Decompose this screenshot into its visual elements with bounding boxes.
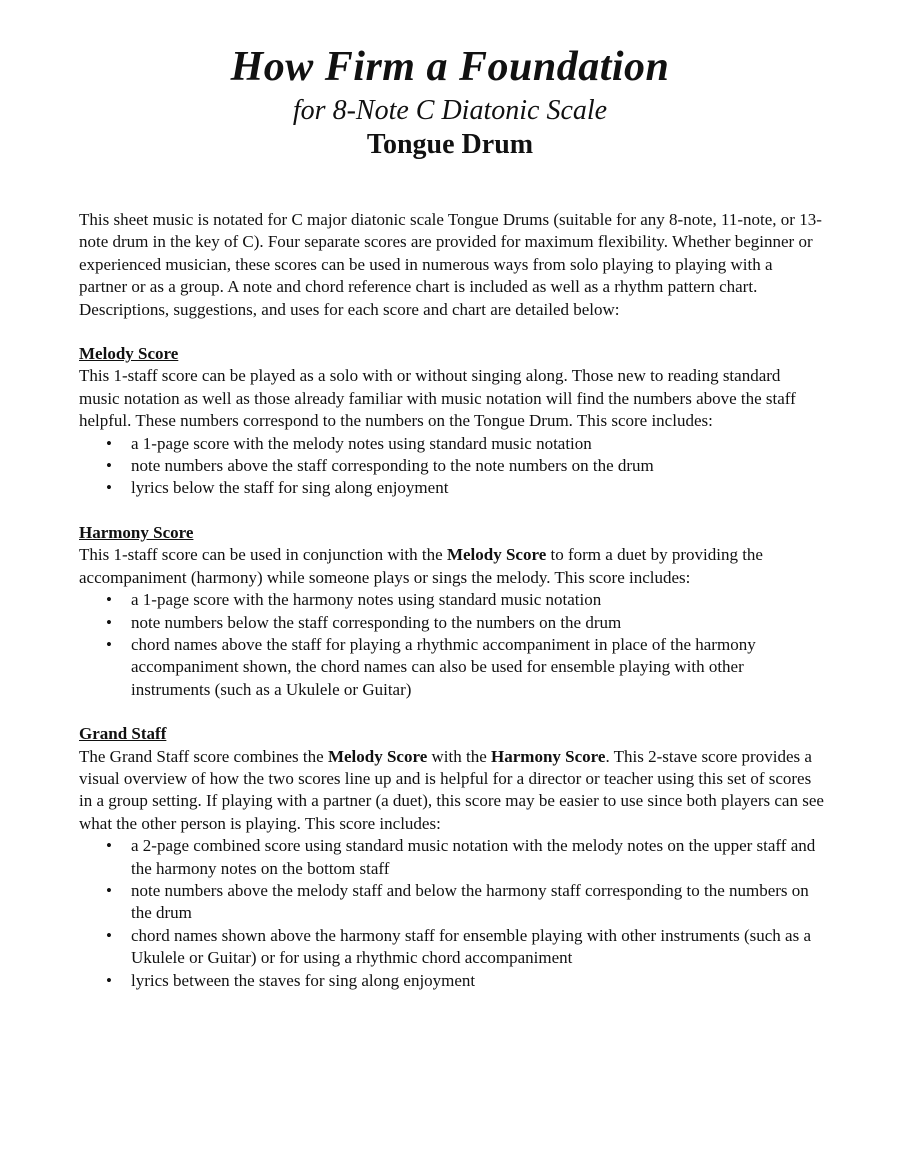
grand-staff-section — [79, 723, 824, 992]
list-item: • lyrics below the staff for sing along enjoyment — [79, 477, 824, 499]
list-item: • lyrics between the staves for sing along enjoyment — [79, 970, 824, 992]
list-item: • a 1-page score with the melody notes using standard music notation — [79, 433, 824, 455]
list-item: • chord names above the staff for playing a rhythmic accompaniment in place of the harmony accompaniment shown, the chord names can also be used for ensemble playing with other instruments (such as a Ukulele or Guitar) — [106, 634, 756, 699]
bullet-icon: • — [106, 925, 112, 945]
list-item: • a 1-page score with the harmony notes using standard music notation — [79, 589, 824, 611]
bullet-icon: • — [106, 612, 112, 632]
melody-score-section — [79, 343, 824, 500]
instrument-name: Tongue Drum — [366, 129, 534, 160]
list-item: • chord names shown above the harmony staff for ensemble playing with other instruments (such as a Ukulele or Guitar) or for using a rhythmic chord accompaniment — [106, 925, 811, 968]
harmony-score-heading: Harmony Score — [79, 522, 194, 542]
page-title: How Firm a Foundation — [230, 44, 670, 90]
melody-score-list — [79, 433, 824, 500]
grand-staff-heading: Grand Staff — [79, 724, 167, 744]
list-item: • note numbers below the staff corresponding to the numbers on the drum — [79, 612, 824, 634]
document-body — [79, 209, 824, 992]
bullet-icon: • — [106, 433, 112, 453]
grand-staff-description: The Grand Staff score combines the Melody Score with the Harmony Score. This 2-stave score provides a visual overview of how the two scores line up and is helpful for a director or teacher using this set of scores in a group setting. If playing with a partner (a duet), this score may be easier to use since both players can see what the other person is playing. This score includes: — [79, 746, 824, 833]
list-item: • note numbers above the staff corresponding to the note numbers on the drum — [79, 455, 824, 477]
page-subtitle: for 8-Note C Diatonic Scale — [292, 95, 608, 126]
bullet-icon: • — [106, 970, 112, 990]
harmony-score-section — [79, 522, 824, 701]
bullet-icon: • — [106, 836, 112, 856]
bullet-icon: • — [106, 590, 112, 610]
bullet-icon: • — [106, 634, 112, 654]
bullet-icon: • — [106, 478, 112, 498]
bullet-icon: • — [106, 880, 112, 900]
list-item: • a 2-page combined score using standard music notation with the melody notes on the upper staff and the harmony notes on the bottom staff — [106, 836, 816, 878]
harmony-score-list — [79, 589, 824, 701]
harmony-score-description: This 1-staff score can be used in conjunction with the Melody Score to form a duet by providing the accompaniment (harmony) while someone plays or sings the melody. This score includes: — [79, 545, 763, 587]
intro-paragraph: This sheet music is notated for C major diatonic scale Tongue Drums (suitable for any 8-note, 11-note, or 13-note drum in the key of C). Four separate scores are provided for maximum flexibility. Whether beginner or experienced musician, these scores can be used in numerous ways from solo playing to playing with a partner or as a group. A note and chord reference chart is included as well as a rhythm pattern chart. Descriptions, suggestions, and uses for each score and chart are detailed below: — [79, 210, 822, 319]
list-item: • note numbers above the melody staff and below the harmony staff corresponding to the numbers on the drum — [106, 880, 809, 923]
melody-score-description: This 1-staff score can be played as a solo with or without singing along. Those new to reading standard music notation as well as those already familiar with music notation will find the numbers above the staff helpful. These numbers correspond to the numbers on the Tongue Drum. This score includes: — [79, 366, 796, 431]
melody-score-heading: Melody Score — [79, 344, 179, 364]
bullet-icon: • — [106, 456, 112, 476]
grand-staff-list — [79, 835, 824, 992]
